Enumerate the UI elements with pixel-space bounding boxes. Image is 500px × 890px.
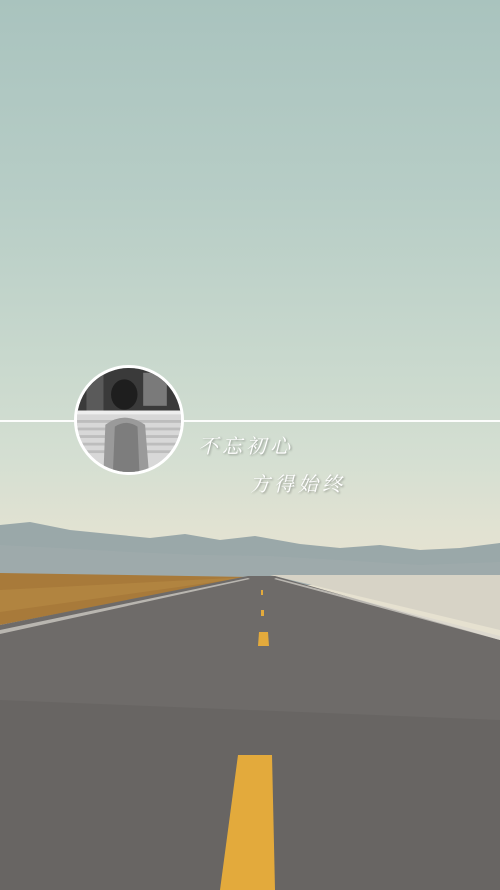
quote-line-1: 不忘初心 [198, 434, 294, 458]
center-dash [261, 590, 263, 595]
quote-line-2: 方得始终 [250, 472, 346, 496]
center-dash [261, 610, 264, 616]
center-dash [258, 632, 269, 646]
avatar [74, 365, 184, 475]
